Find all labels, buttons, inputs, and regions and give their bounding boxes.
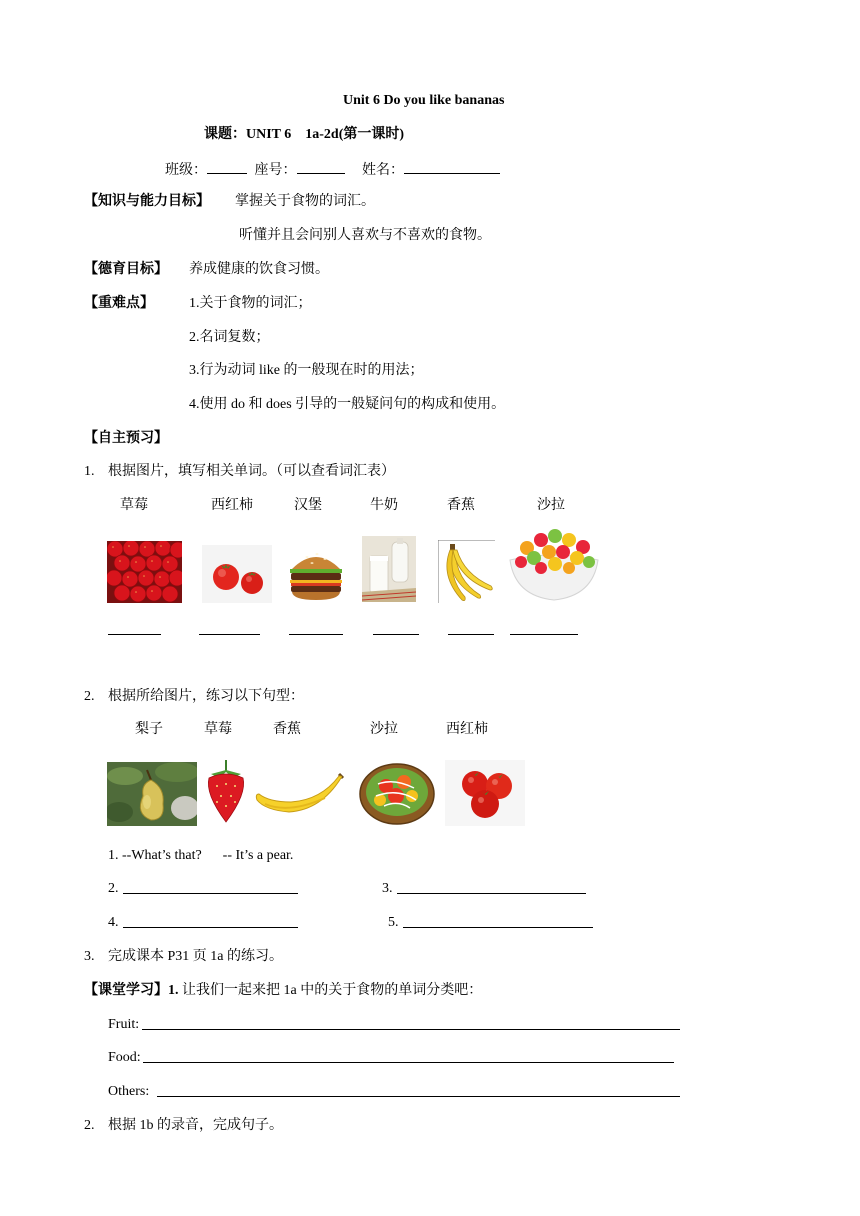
knowledge-text-1: 掌握关于食物的词汇。 (235, 194, 375, 209)
classroom-label: 【课堂学习】 (84, 983, 168, 998)
sentence-blank-4[interactable] (123, 927, 298, 928)
class-label: 班级： (165, 163, 207, 178)
key-points-label: 【重难点】 (84, 296, 154, 311)
q1-word-banana: 香蕉 (447, 498, 475, 513)
hamburger-image (287, 543, 345, 603)
strawberries-image (107, 541, 182, 603)
moral-text: 养成健康的饮食习惯。 (189, 262, 329, 277)
banana-image (255, 770, 345, 826)
others-label: Others: (108, 1084, 150, 1099)
key-point-4: 4.使用 do 和 does 引导的一般疑问句的构成和使用。 (189, 397, 506, 412)
preview-q2-text: 根据所给图片，练习以下句型： (108, 689, 304, 704)
tomatoes-image (202, 545, 272, 603)
answer-blank-hamburger[interactable] (289, 634, 343, 635)
fruit-answer-line[interactable] (142, 1029, 680, 1030)
bananas-image (438, 540, 495, 603)
q2-word-banana: 香蕉 (273, 722, 301, 737)
q1-word-strawberry: 草莓 (120, 498, 148, 513)
seat-blank[interactable] (297, 159, 345, 174)
q1-word-milk: 牛奶 (370, 498, 398, 513)
preview-label: 【自主预习】 (84, 431, 168, 446)
preview-q1-text: 根据图片，填写相关单词。（可以查看词汇表） (108, 464, 395, 479)
sentence-3-number: 3. (382, 881, 393, 896)
lesson-subtitle (204, 126, 404, 144)
salad-image (358, 758, 436, 826)
classroom-q2-text: 根据 1b 的录音，完成句子。 (108, 1118, 283, 1133)
name-label: 姓名： (362, 163, 404, 178)
q2-word-tomato: 西红柿 (446, 722, 488, 737)
sentence-4-number: 4. (108, 915, 119, 930)
key-point-3: 3.行为动词 like 的一般现在时的用法； (189, 363, 424, 378)
q1-word-hamburger: 汉堡 (294, 498, 322, 513)
class-blank[interactable] (207, 159, 247, 174)
knowledge-text-2: 听懂并且会问别人喜欢与不喜欢的食物。 (239, 228, 491, 243)
classroom-row (84, 982, 482, 1000)
food-label: Food: (108, 1050, 141, 1065)
tomatoes-image-2 (445, 760, 525, 826)
subtitle-text: UNIT 6 1a-2d(第一课时) (246, 127, 405, 142)
classroom-q1-text: 让我们一起来把 1a 中的关于食物的单词分类吧： (178, 983, 483, 998)
strawberry-image (203, 756, 249, 826)
fruit-label: Fruit: (108, 1017, 140, 1032)
student-info-row (165, 159, 500, 180)
key-point-1: 1.关于食物的词汇； (189, 296, 312, 311)
seat-label: 座号： (254, 163, 297, 178)
answer-blank-salad[interactable] (510, 634, 578, 635)
preview-q3-number: 3. (84, 949, 95, 964)
preview-q1-number: 1. (84, 464, 95, 479)
moral-label: 【德育目标】 (84, 262, 168, 277)
q1-word-salad: 沙拉 (537, 498, 565, 513)
sentence-blank-2[interactable] (123, 893, 298, 894)
q2-word-pear: 梨子 (135, 722, 163, 737)
milk-image (362, 536, 416, 602)
answer-blank-banana[interactable] (448, 634, 494, 635)
dialog-example: 1. --What’s that? -- It’s a pear. (108, 848, 294, 863)
others-answer-line[interactable] (157, 1096, 680, 1097)
page-title: Unit 6 Do you like bananas (343, 93, 505, 108)
name-blank[interactable] (404, 159, 500, 174)
q1-word-tomato: 西红柿 (211, 498, 253, 513)
pear-image (107, 762, 197, 826)
preview-q2-number: 2. (84, 689, 95, 704)
q2-word-salad: 沙拉 (370, 722, 398, 737)
q2-word-strawberry: 草莓 (204, 722, 232, 737)
answer-blank-milk[interactable] (373, 634, 419, 635)
fruit-salad-image (507, 526, 601, 603)
food-answer-line[interactable] (143, 1062, 674, 1063)
answer-blank-tomato[interactable] (199, 634, 260, 635)
preview-q3-text: 完成课本 P31 页 1a 的练习。 (108, 949, 283, 964)
answer-blank-strawberry[interactable] (108, 634, 161, 635)
sentence-5-number: 5. (388, 915, 399, 930)
sentence-blank-5[interactable] (403, 927, 593, 928)
classroom-q2-number: 2. (84, 1118, 95, 1133)
subtitle-label: 课题： (204, 127, 246, 142)
key-point-2: 2.名词复数； (189, 330, 270, 345)
knowledge-label: 【知识与能力目标】 (84, 194, 210, 209)
sentence-blank-3[interactable] (397, 893, 586, 894)
classroom-q1-number: 1. (168, 983, 179, 998)
sentence-2-number: 2. (108, 881, 119, 896)
